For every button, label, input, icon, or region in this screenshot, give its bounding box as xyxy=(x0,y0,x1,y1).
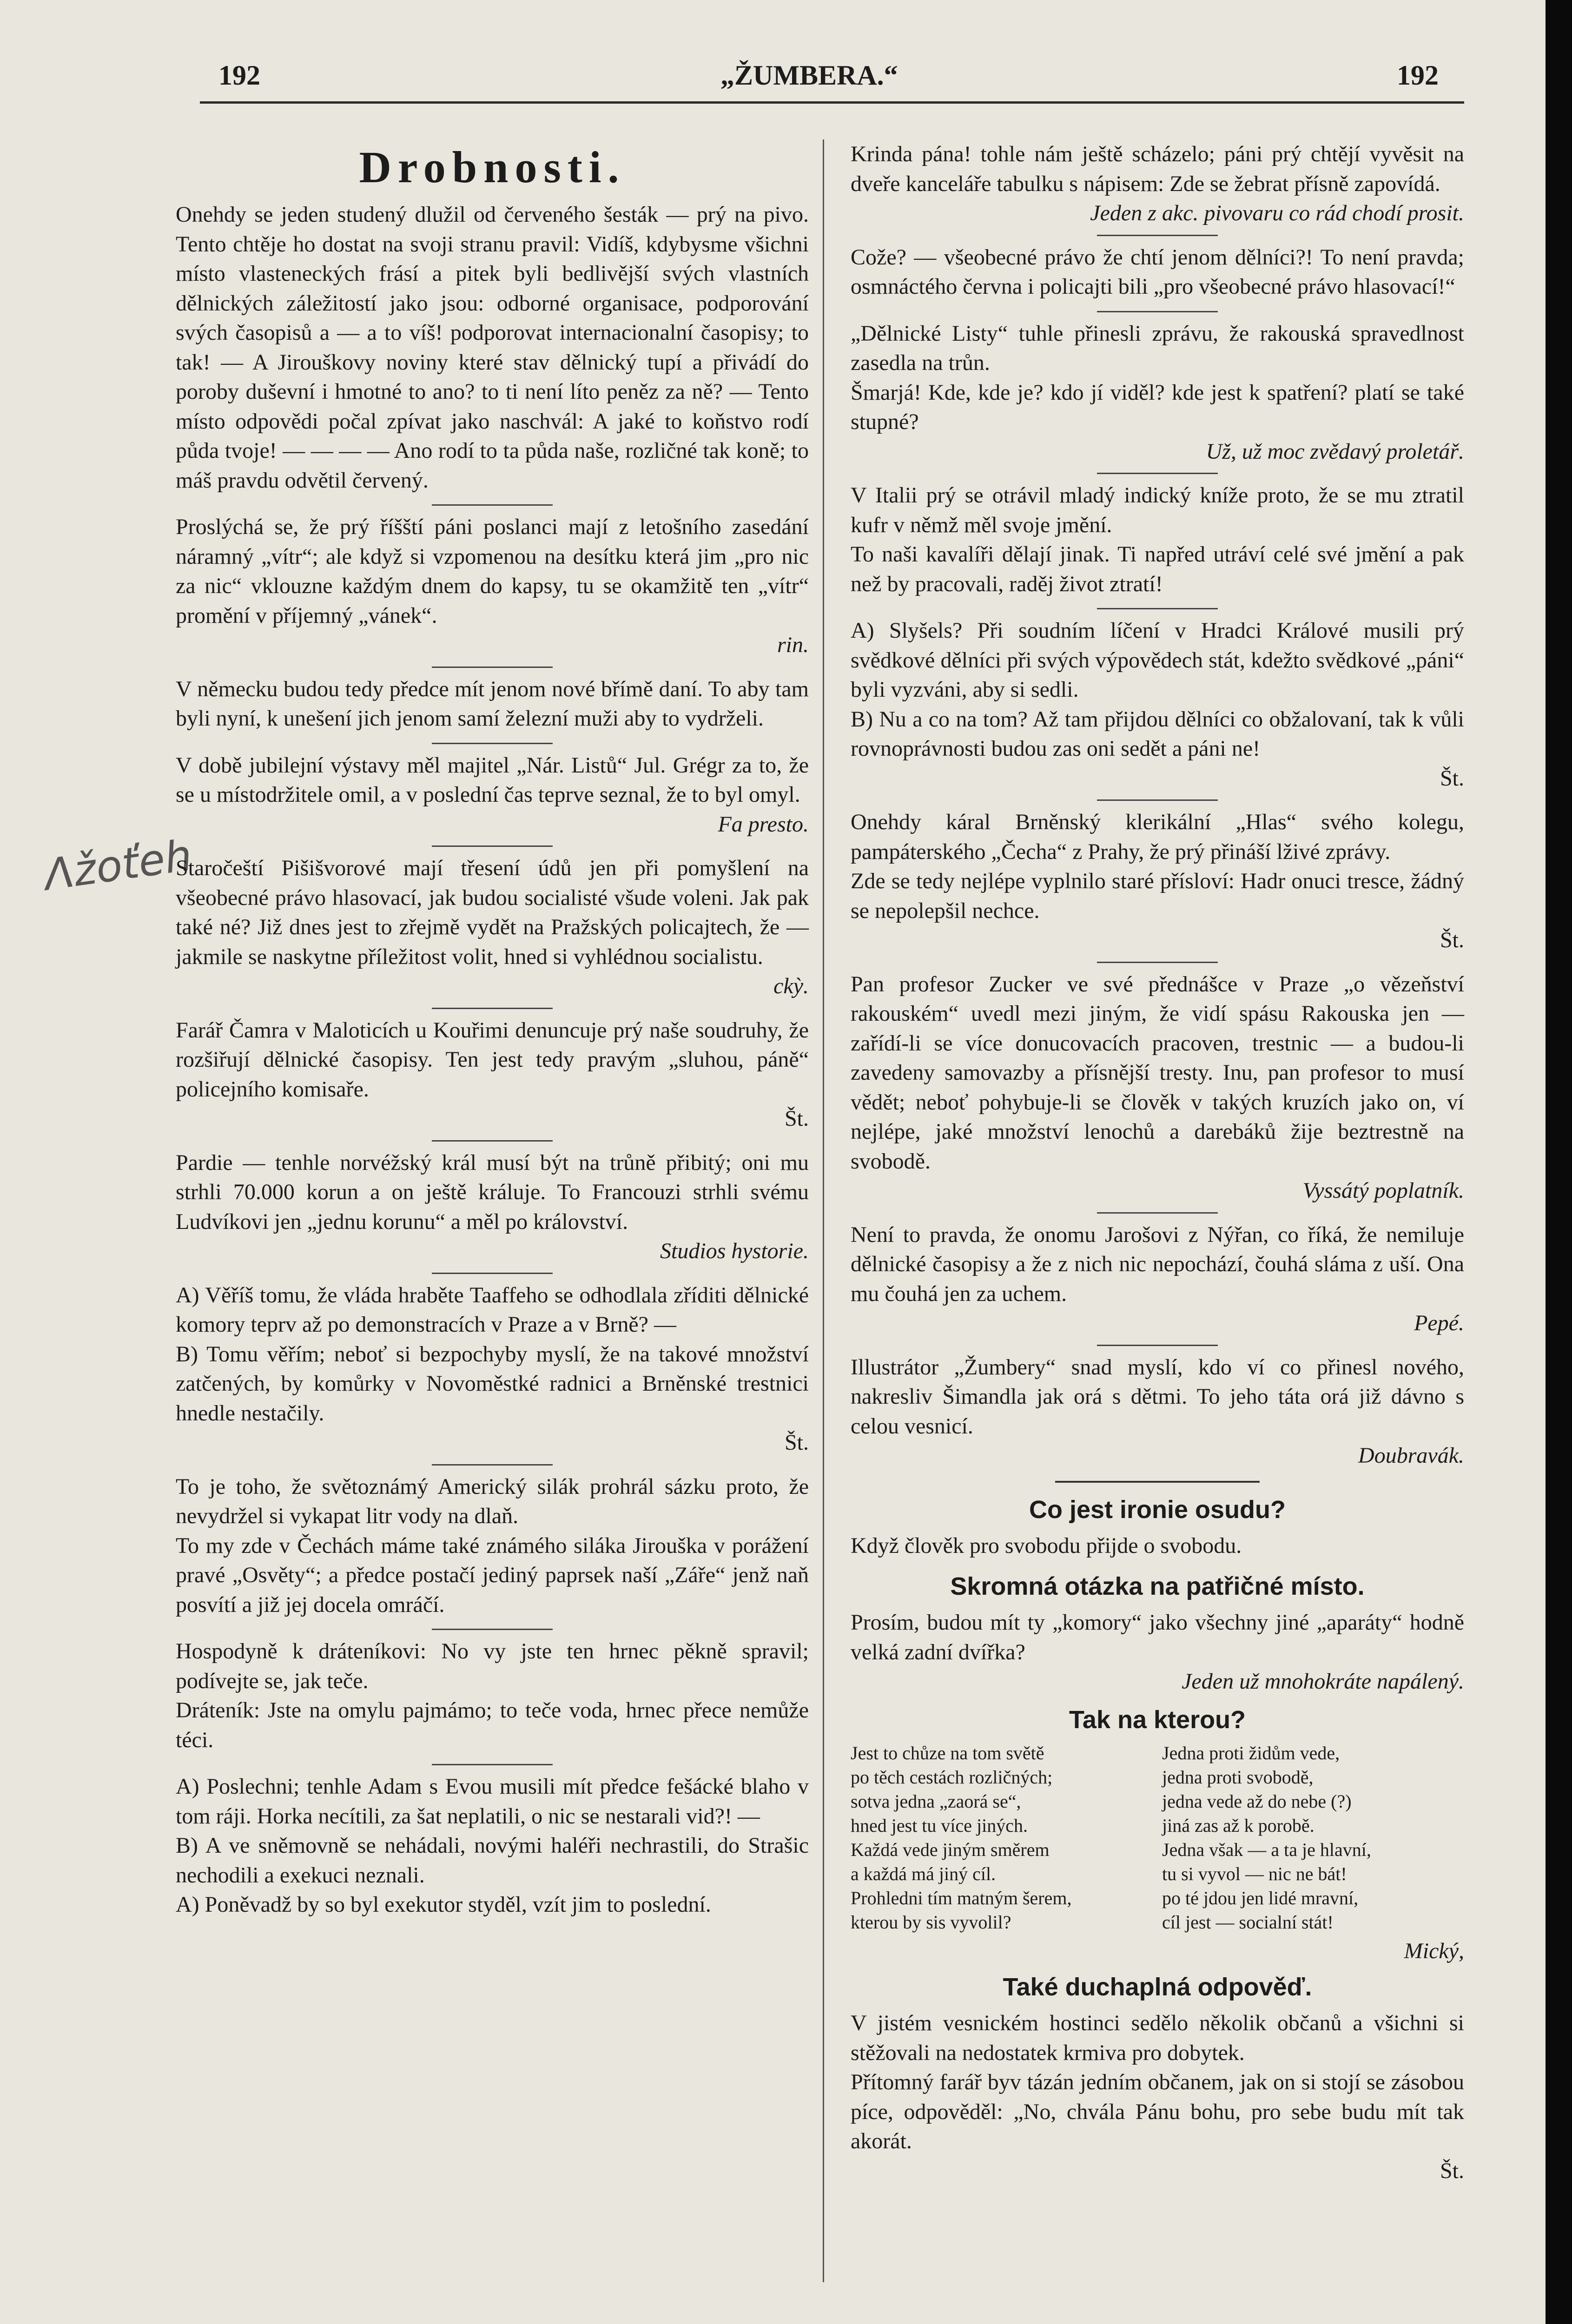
separator xyxy=(1097,235,1218,236)
poem-line: Prohledni tím matným šerem, xyxy=(851,1887,1072,1908)
separator xyxy=(432,1464,553,1466)
article-signature: Už, už moc zvědavý proletář. xyxy=(1206,439,1464,464)
article-paragraph: „Dělnické Listy“ tuhle přinesli zprávu, že rakouská spravedlnost zasedla na trůn. xyxy=(851,321,1464,375)
article-paragraph: Šmarjá! Kde, kde je? kdo jí viděl? kde jest k spatření? platí se také stupné? xyxy=(851,380,1464,434)
poem-line: kterou by sis vyvolil? xyxy=(851,1911,1011,1933)
separator xyxy=(1097,962,1218,963)
section-rule xyxy=(1055,1481,1260,1483)
separator xyxy=(1097,311,1218,312)
poem-line: sotva jedna „zaorá se“, xyxy=(851,1790,1021,1812)
article-signature: Št. xyxy=(1440,2158,1464,2183)
article-paragraph: Krinda pána! tohle nám ještě scházelo; páni prý chtějí vyvěsit na dveře kanceláře tabulku s nápisem: Zde se žebrat přísně zapovídá. xyxy=(851,142,1464,196)
separator xyxy=(432,1008,553,1009)
page-number-left: 192 xyxy=(218,60,260,91)
article-paragraph: V jistém vesnickém hostinci sedělo několik občanů a všichni si stěžovali na nedostatek krmiva pro dobytek. xyxy=(851,2011,1464,2065)
article-paragraph: To naši kavalíři dělají jinak. Ti napřed utráví celé své jmění a pak než by pracovali, raděj život ztratí! xyxy=(851,542,1464,596)
dialogue-line: A) Slyšels? Při soudním líčení v Hradci Králové musili prý svědkové dělníci při svých výpovědech stát, kdežto svědkové „páni“ byli vyzváni, aby si sedli. xyxy=(851,618,1464,702)
article-signature: Št. xyxy=(784,1430,809,1455)
article-signature: rin. xyxy=(777,633,809,657)
article-signature: Fa presto. xyxy=(718,812,809,837)
article-paragraph: Proslýchá se, že prý říšští páni poslanci mají z letošního zasedání náramný „vítr“; ale když si vzpomenou na desítku která jim „pro nic za nic“ vklouzne každým dnem do kapsy, tu se okamžitě ten „vítr“ promění v příjemný „vánek“. xyxy=(176,515,809,628)
article-signature: Št. xyxy=(1440,928,1464,952)
article-signature: Pepé. xyxy=(1414,1311,1464,1335)
article-signature: Jeden z akc. pivovaru co rád chodí prosit. xyxy=(1090,201,1464,225)
article-paragraph: Zde se tedy nejlépe vyplnilo staré přísloví: Hadr onuci tresce, žádný se nepolepšil nechce. xyxy=(851,869,1464,923)
dialogue-line: A) Poněvadž by so byl exekutor styděl, vzít jim to poslední. xyxy=(176,1892,711,1917)
article-paragraph: Pardie — tenhle norvéžský král musí být na trůně přibitý; oni mu strhli 70.000 korun a on ještě králuje. To Francouzi strhli svému Ludvíkovi jen „jednu korunu“ a měl po království. xyxy=(176,1150,809,1234)
poem-line: po té jdou jen lidé mravní, xyxy=(1162,1887,1359,1908)
article-paragraph: Není to pravda, že onomu Jarošovi z Nýřan, co říká, že nemiluje dělnické časopisy a že z nich nic nepochází, čouhá sláma z uší. Ona mu čouhá jen za uchem. xyxy=(851,1222,1464,1306)
poem xyxy=(851,1741,1464,1934)
poem-line: Jedna proti židům vede, xyxy=(1162,1742,1340,1763)
poem-line: jedna proti svobodě, xyxy=(1162,1766,1314,1788)
article-paragraph: Illustrátor „Žumbery“ snad myslí, kdo ví co přinesl nového, nakresliv Šimandla jak orá s dětmi. To jeho táta orá již dávno s celou vesnicí. xyxy=(851,1354,1464,1439)
header-rule xyxy=(200,101,1464,104)
article-signature: Vyssátý poplatník. xyxy=(1302,1178,1464,1203)
article-signature: ckỳ. xyxy=(773,974,809,998)
article-signature: Doubravák. xyxy=(1358,1443,1464,1468)
dialogue-line: Dráteník: Jste na omylu pajmámo; to teče voda, hrnec přece nemůže téci. xyxy=(176,1698,809,1752)
section-heading: Co jest ironie osudu? xyxy=(1029,1495,1286,1524)
section-heading: Také duchaplná odpověď. xyxy=(1003,1973,1312,2001)
article-paragraph: To my zde v Čechách máme také známého siláka Jirouška v porážení pravé „Osvěty“; a předce postačí jediný paprsek naší „Záře“ jenž naň posvítí a již jej docela omráčí. xyxy=(176,1533,809,1617)
masthead-title: „ŽUMBERA.“ xyxy=(720,60,898,91)
separator xyxy=(1097,473,1218,474)
article-paragraph: Cože? — všeobecné právo že chtí jenom dělníci?! To není pravda; osmnáctého června i policajti bili „pro všeobecné právo hlasovací!“ xyxy=(851,244,1464,299)
separator xyxy=(432,1629,553,1630)
article-signature: Št. xyxy=(784,1106,809,1131)
section-title: Drobnosti. xyxy=(359,142,626,192)
article-paragraph: Prosím, budou mít ty „komory“ jako všechny jiné „aparáty“ hodně velká zadní dvířka? xyxy=(851,1610,1464,1664)
dialogue-line: A) Věříš tomu, že vláda hraběte Taaffeho se odhodlala zříditi dělnické komory teprv až po demonstracích v Praze a v Brně? — xyxy=(176,1282,809,1337)
separator xyxy=(432,845,553,847)
scan-border xyxy=(1546,0,1572,2324)
right-column xyxy=(851,139,1464,2185)
poem-line: hned jest tu více jiných. xyxy=(851,1815,1028,1836)
dialogue-line: A) Poslechni; tenhle Adam s Evou musili mít předce fešácké blaho v tom ráji. Horka necítili, za šat neplatili, o nic se nestarali vid?! — xyxy=(176,1774,809,1829)
separator xyxy=(1097,1345,1218,1346)
poem-line: tu si vyvol — nic ne bát! xyxy=(1162,1863,1347,1884)
dialogue-line: B) Nu a co na tom? Až tam přijdou dělníci co obžalovaní, tak k vůli rovnoprávnosti budou zas oni sedět a páni ne! xyxy=(851,706,1464,761)
article-paragraph: V době jubilejní výstavy měl majitel „Nár. Listů“ Jul. Grégr za to, že se u místodržitele omil, a v poslední čas teprve seznal, že to byl omyl. xyxy=(176,753,809,807)
article-signature: Jeden už mnohokráte napálený. xyxy=(1182,1669,1464,1694)
poem-column-right xyxy=(1162,1741,1464,1934)
separator xyxy=(432,1140,553,1142)
poem-line: po těch cestách rozličných; xyxy=(851,1766,1053,1788)
article-paragraph: Staročeští Pišišvorové mají třesení údů jen při pomyšlení na všeobecné právo hlasovací, jak budou socialisté všude voleni. Jak pak také né? Již dnes jest to zřejmě vydět na Pražských policajtech, že — jakmile se naskytne příležitost volit, hned si vyhlédnou socialistu. xyxy=(176,856,809,969)
poem-line: cíl jest — socialní stát! xyxy=(1162,1911,1334,1933)
separator xyxy=(432,667,553,668)
article-paragraph: Když člověk pro svobodu přijde o svobodu. xyxy=(851,1533,1242,1558)
poem-signature: Mický, xyxy=(1404,1938,1464,1963)
separator xyxy=(1097,608,1218,609)
separator xyxy=(432,743,553,744)
poem-line: jedna vede až do nebe (?) xyxy=(1162,1790,1352,1812)
article-signature: Studios hystorie. xyxy=(660,1239,809,1263)
poem-line: Jest to chůze na tom světě xyxy=(851,1742,1044,1763)
handwritten-margin-note: Ʌžoťeh xyxy=(41,830,195,900)
poem-line: a každá má jiný cíl. xyxy=(851,1863,996,1884)
article-paragraph: Farář Čamra v Maloticích u Kouřimi denuncuje prý naše soudruhy, že rozšiřují dělnické časopisy. Ten jest tedy pravým „sluhou, páně“ policejního komisaře. xyxy=(176,1017,809,1102)
separator xyxy=(1097,799,1218,801)
article-paragraph: Onehdy se jeden studený dlužil od červeného šesták — prý na pivo. Tento chtěje ho dostat na svoji stranu pravil: Vidíš, kdybysme všichni místo vlasteneckých frásí a pitek byli bedlivější svých vlastních dělnických záležitostí jako jsou: odborné organisace, podporování svých časopisů a — a to víš! podporovat internacionalní časopisy; to tak! — A Jirouškovy noviny které stav dělnický tupí a přivádí do poroby duševní i hmotné to ano? to ti není líto peněz za ně? — Tento místo odpovědi počal zpívat jako naschvál: A jaké to koňstvo rodí půda tvoje! — — — — Ano rodí to ta půda naše, rozličné tak koně; to máš pravdu odvětil červený. xyxy=(176,202,809,493)
page-number-right: 192 xyxy=(1397,60,1439,91)
poem-column-left xyxy=(851,1741,1153,1934)
poem-line: Jedna však — a ta je hlavní, xyxy=(1162,1839,1371,1860)
column-divider xyxy=(823,139,824,2282)
section-heading: Tak na kterou? xyxy=(1069,1705,1246,1734)
separator xyxy=(1097,1212,1218,1214)
section-heading: Skromná otázka na patřičné místo. xyxy=(950,1572,1365,1600)
article-paragraph: Pan profesor Zucker ve své přednášce v Praze „o vězeňství rakouském“ uvedl mezi jiným, že vidí spásu Rakouska jen — zařídí-li se více donucovacích pracoven, trestnic — a budou-li zavedeny samovazby a přísnější tresty. Inu, pan profesor to musí vědět; neboť pohybuje-li se člověk v takých kruzích jako on, ví nejlépe, jaké množství lenochů a darebáků žije beztrestně na svobodě. xyxy=(851,971,1464,1174)
article-paragraph: V německu budou tedy předce mít jenom nové břímě daní. To aby tam byli nyní, k unešení jich jenom samí železní muži aby to vydrželi. xyxy=(176,676,809,731)
page-header xyxy=(200,59,1464,102)
article-paragraph: To je toho, že světoznámý Americký silák prohrál sázku proto, že nevydržel si vykapat litr vody na dlaň. xyxy=(176,1474,809,1528)
separator xyxy=(432,1273,553,1274)
dialogue-line: B) A ve sněmovně se nehádali, novými haléři nechrastili, do Strašic nechodili a exekuci neznali. xyxy=(176,1833,809,1888)
dialogue-line: B) Tomu věřím; neboť si bezpochyby myslí, že na takové množství zatčených, by komůrky v Novoměstké radnici a Brněnské trestnici hnedle nestačily. xyxy=(176,1341,809,1426)
poem-line: jiná zas až k porobě. xyxy=(1162,1815,1314,1836)
separator xyxy=(432,504,553,506)
article-paragraph: V Italii prý se otrávil mladý indický kníže proto, že se mu ztratil kufr v němž měl svoje jmění. xyxy=(851,483,1464,537)
dialogue-line: Hospodyně k dráteníkovi: No vy jste ten hrnec pěkně spravil; podívejte se, jak teče. xyxy=(176,1639,809,1693)
article-paragraph: Onehdy káral Brněnský klerikální „Hlas“ svého kolegu, pampáterského „Čecha“ z Prahy, že prý přináší lživé zprávy. xyxy=(851,810,1464,864)
poem-line: Každá vede jiným směrem xyxy=(851,1839,1050,1860)
left-column xyxy=(176,139,809,1920)
article-signature: Št. xyxy=(1440,766,1464,791)
separator xyxy=(432,1764,553,1765)
article-paragraph: Přítomný farář byv tázán jedním občanem, jak on si stojí se zásobou píce, odpověděl: „No, chvála Pánu bohu, pro sebe budu mít tak akorát. xyxy=(851,2070,1464,2153)
